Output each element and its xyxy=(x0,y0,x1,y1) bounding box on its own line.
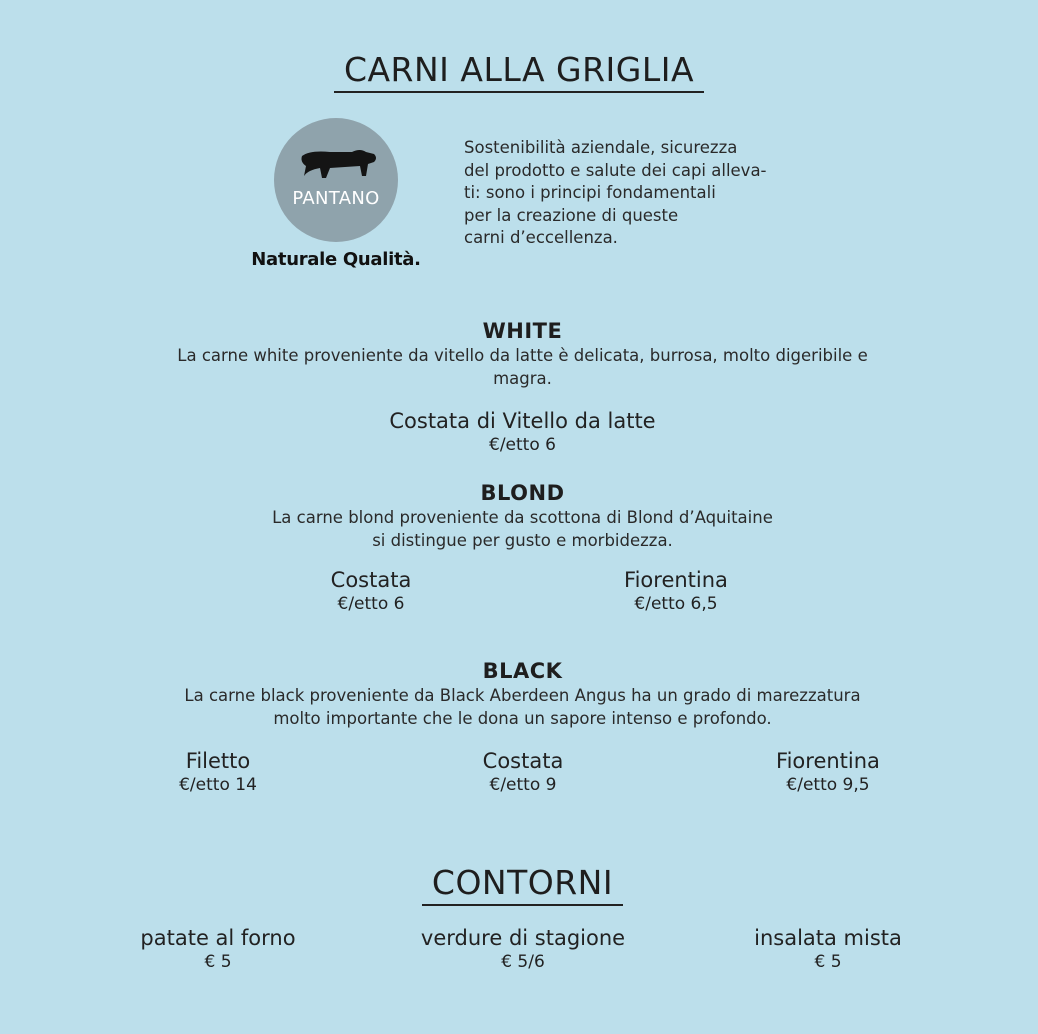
desc-line: si distingue per gusto e morbidezza. xyxy=(372,531,673,550)
section-desc xyxy=(0,344,1038,390)
item-name: Costata xyxy=(330,568,412,592)
item-name: verdure di stagione xyxy=(420,926,626,950)
intro-line: carni d’eccellenza. xyxy=(464,228,618,247)
header xyxy=(0,50,1038,90)
intro-line: ti: sono i principi fondamentali xyxy=(464,183,716,202)
desc-line: La carne blond proveniente da scottona di Blond d’Aquitaine xyxy=(272,508,773,527)
contorni-title: CONTORNI xyxy=(422,863,623,906)
item-price: € 5 xyxy=(204,952,232,972)
item-price: €/etto 6 xyxy=(489,435,556,455)
menu-item xyxy=(423,748,623,796)
menu-item xyxy=(118,748,318,796)
section-title: BLACK xyxy=(482,659,563,683)
desc-line: La carne black proveniente da Black Aberdeen Angus ha un grado di marezzatura xyxy=(184,686,861,705)
item-name: Fiorentina xyxy=(624,568,728,592)
contorni-header xyxy=(0,863,1038,903)
section-desc xyxy=(0,506,1038,552)
item-name: Costata xyxy=(482,749,564,773)
intro-line: del prodotto e salute dei capi alleva- xyxy=(464,160,767,180)
section-desc xyxy=(0,684,1038,730)
item-price: € 5/6 xyxy=(501,952,545,972)
desc-line: magra. xyxy=(493,369,552,388)
item-price: €/etto 14 xyxy=(179,775,257,795)
item-price: €/etto 9 xyxy=(489,775,557,795)
item-price: €/etto 9,5 xyxy=(786,775,870,795)
brand-tagline: Naturale Qualità. xyxy=(251,249,421,270)
menu-item xyxy=(373,925,673,973)
section-blond xyxy=(0,481,1038,552)
intro-line: per la creazione di queste xyxy=(464,205,679,225)
logo-circle xyxy=(274,118,398,242)
intro-text xyxy=(464,137,767,250)
menu-item xyxy=(678,925,978,973)
item-name: Fiorentina xyxy=(776,749,880,773)
item-price: € 5 xyxy=(814,952,842,972)
menu-item xyxy=(68,925,368,973)
item-price: €/etto 6 xyxy=(337,594,405,614)
item-name: Filetto xyxy=(185,749,251,773)
intro-line: Sostenibilità aziendale, sicurezza xyxy=(464,138,738,157)
brand-logo xyxy=(274,118,398,242)
menu-item xyxy=(576,567,776,615)
menu-item xyxy=(0,408,1038,456)
menu-item xyxy=(271,567,471,615)
item-name: Costata di Vitello da latte xyxy=(389,409,656,433)
item-name: patate al forno xyxy=(140,926,296,950)
section-title: WHITE xyxy=(482,319,563,343)
item-name: insalata mista xyxy=(754,926,902,950)
desc-line: molto importante che le dona un sapore intenso e profondo. xyxy=(273,709,772,728)
menu-item xyxy=(728,748,928,796)
section-white xyxy=(0,319,1038,390)
section-title: BLOND xyxy=(480,481,565,505)
section-black xyxy=(0,659,1038,730)
desc-line: La carne white proveniente da vitello da latte è delicata, burrosa, molto digeribile e xyxy=(177,346,868,365)
cow-icon xyxy=(300,146,378,182)
item-price: €/etto 6,5 xyxy=(634,594,718,614)
page-title: CARNI ALLA GRIGLIA xyxy=(334,50,704,93)
brand-name: PANTANO xyxy=(292,188,380,209)
